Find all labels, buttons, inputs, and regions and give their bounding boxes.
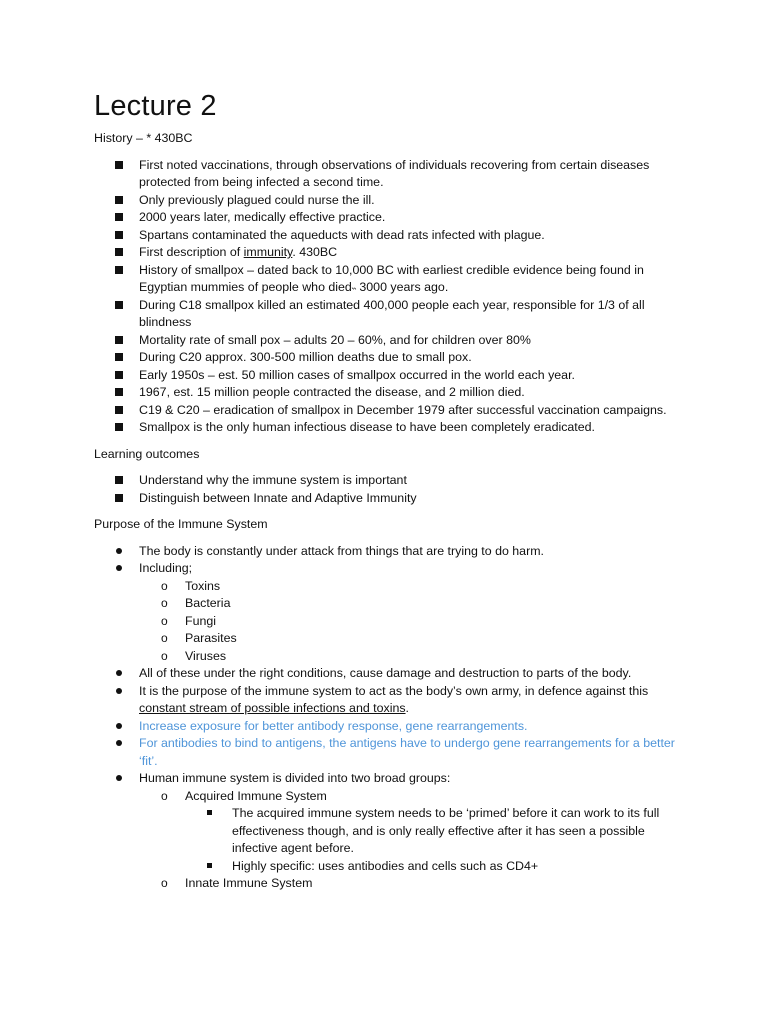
history-list xyxy=(94,157,684,437)
circle-bullet-icon: o xyxy=(161,788,168,803)
sub-list-item: o Bacteria xyxy=(139,595,684,613)
dot-bullet-icon xyxy=(116,775,122,781)
square-bullet-icon xyxy=(115,231,123,239)
square-bullet-icon xyxy=(115,371,123,379)
list-item: Distinguish between Innate and Adaptive Immunity xyxy=(94,490,684,508)
list-item: First description of immunity. 430BC xyxy=(94,244,684,262)
document-page xyxy=(94,88,684,893)
list-item: Spartans contaminated the aqueducts with dead rats infected with plague. xyxy=(94,227,684,245)
square-bullet-icon xyxy=(115,301,123,309)
square-bullet-icon xyxy=(115,423,123,431)
list-item: The body is constantly under attack from things that are trying to do harm. xyxy=(94,543,684,561)
circle-bullet-icon: o xyxy=(161,578,168,593)
square-bullet-icon xyxy=(115,353,123,361)
square-bullet-icon xyxy=(115,248,123,256)
dot-bullet-icon xyxy=(116,688,122,694)
dot-bullet-icon xyxy=(116,723,122,729)
dot-bullet-icon xyxy=(116,670,122,676)
page-title: Lecture 2 xyxy=(94,90,217,122)
underlined-term: immunity xyxy=(243,245,293,259)
list-item: Understand why the immune system is important xyxy=(94,472,684,490)
purpose-heading: Purpose of the Immune System xyxy=(94,517,268,531)
list-item: History of smallpox – dated back to 10,000 BC with earliest credible evidence being found in Egyptian mummies of people who died˵ 3000 years ago. xyxy=(94,262,684,297)
list-item: During C18 smallpox killed an estimated 400,000 people each year, responsible for 1/3 of all blindness xyxy=(94,297,684,332)
learning-list xyxy=(94,472,684,507)
square-bullet-icon xyxy=(115,213,123,221)
sub-sub-list xyxy=(185,805,684,875)
list-item: It is the purpose of the immune system to act as the body’s own army, in defence against this constant stream of possible infections and toxins. xyxy=(94,683,684,718)
sub-list xyxy=(139,788,684,893)
square-bullet-icon xyxy=(115,266,123,274)
circle-bullet-icon: o xyxy=(161,876,168,890)
square-bullet-icon xyxy=(115,494,123,502)
sub-list-item: o Parasites xyxy=(139,630,684,648)
list-item: Early 1950s – est. 50 million cases of smallpox occurred in the world each year. xyxy=(94,367,684,385)
list-item: Mortality rate of small pox – adults 20 – 60%, and for children over 80% xyxy=(94,332,684,350)
history-heading: History – * 430BC xyxy=(94,131,193,145)
small-square-bullet-icon xyxy=(207,863,212,868)
learning-heading: Learning outcomes xyxy=(94,446,200,461)
sub-list-item: o Toxins xyxy=(139,578,684,596)
square-bullet-icon xyxy=(115,336,123,344)
list-item-highlight: For antibodies to bind to antigens, the antigens have to undergo gene rearrangements for a better ‘fit’. xyxy=(94,735,684,770)
sub-list xyxy=(139,578,684,666)
list-item: All of these under the right conditions, cause damage and destruction to parts of the body. xyxy=(94,665,684,683)
square-bullet-icon xyxy=(115,406,123,414)
sub-list-item: o Innate Immune System xyxy=(139,875,684,893)
circle-bullet-icon: o xyxy=(161,648,168,663)
list-item: 1967, est. 15 million people contracted the disease, and 2 million died. xyxy=(94,384,684,402)
circle-bullet-icon: o xyxy=(161,596,168,610)
underlined-phrase: constant stream of possible infections and toxins xyxy=(139,701,406,715)
dot-bullet-icon xyxy=(116,565,122,571)
circle-bullet-icon: o xyxy=(161,631,168,645)
sub-sub-list-item: The acquired immune system needs to be ‘primed’ before it can work to its full effectiveness though, and is only really effective after it has seen a possible infective agent before. xyxy=(185,805,684,858)
list-item-highlight: Increase exposure for better antibody response, gene rearrangements. xyxy=(94,718,684,736)
list-item: 2000 years later, medically effective practice. xyxy=(94,209,684,227)
list-item: Including; o Toxins o Bacteria o Fungi o Parasites o Viruses xyxy=(94,560,684,665)
square-bullet-icon xyxy=(115,388,123,396)
sub-list-item: o Acquired Immune System The acquired immune system needs to be ‘primed’ before it can work to its full effectiveness though, and is only really effective after it has seen a possible infective agent before. Highly specific: uses antibodies and cells such as CD4+ xyxy=(139,788,684,876)
list-item: During C20 approx. 300-500 million deaths due to small pox. xyxy=(94,349,684,367)
list-item: C19 & C20 – eradication of smallpox in December 1979 after successful vaccination campaigns. xyxy=(94,402,684,420)
dot-bullet-icon xyxy=(116,548,122,554)
sub-sub-list-item: Highly specific: uses antibodies and cells such as CD4+ xyxy=(185,858,684,876)
square-bullet-icon xyxy=(115,196,123,204)
purpose-list xyxy=(94,543,684,893)
list-item: First noted vaccinations, through observations of individuals recovering from certain diseases protected from being infected a second time. xyxy=(94,157,684,192)
small-square-bullet-icon xyxy=(207,810,212,815)
square-bullet-icon xyxy=(115,476,123,484)
square-bullet-icon xyxy=(115,161,123,169)
list-item: Smallpox is the only human infectious disease to have been completely eradicated. xyxy=(94,419,684,437)
dot-bullet-icon xyxy=(116,740,122,746)
list-item: Human immune system is divided into two broad groups: o Acquired Immune System The acquired immune system needs to be ‘primed’ before it can work to its full effectiveness though, and is only really effective after it has seen a possible infective agent before. Highly specific: uses antibodies and cells such as CD4+ o Innate Immune System xyxy=(94,770,684,893)
sub-list-item: o Viruses xyxy=(139,648,684,666)
list-item: Only previously plagued could nurse the ill. xyxy=(94,192,684,210)
sub-list-item: o Fungi xyxy=(139,613,684,631)
circle-bullet-icon: o xyxy=(161,613,168,628)
